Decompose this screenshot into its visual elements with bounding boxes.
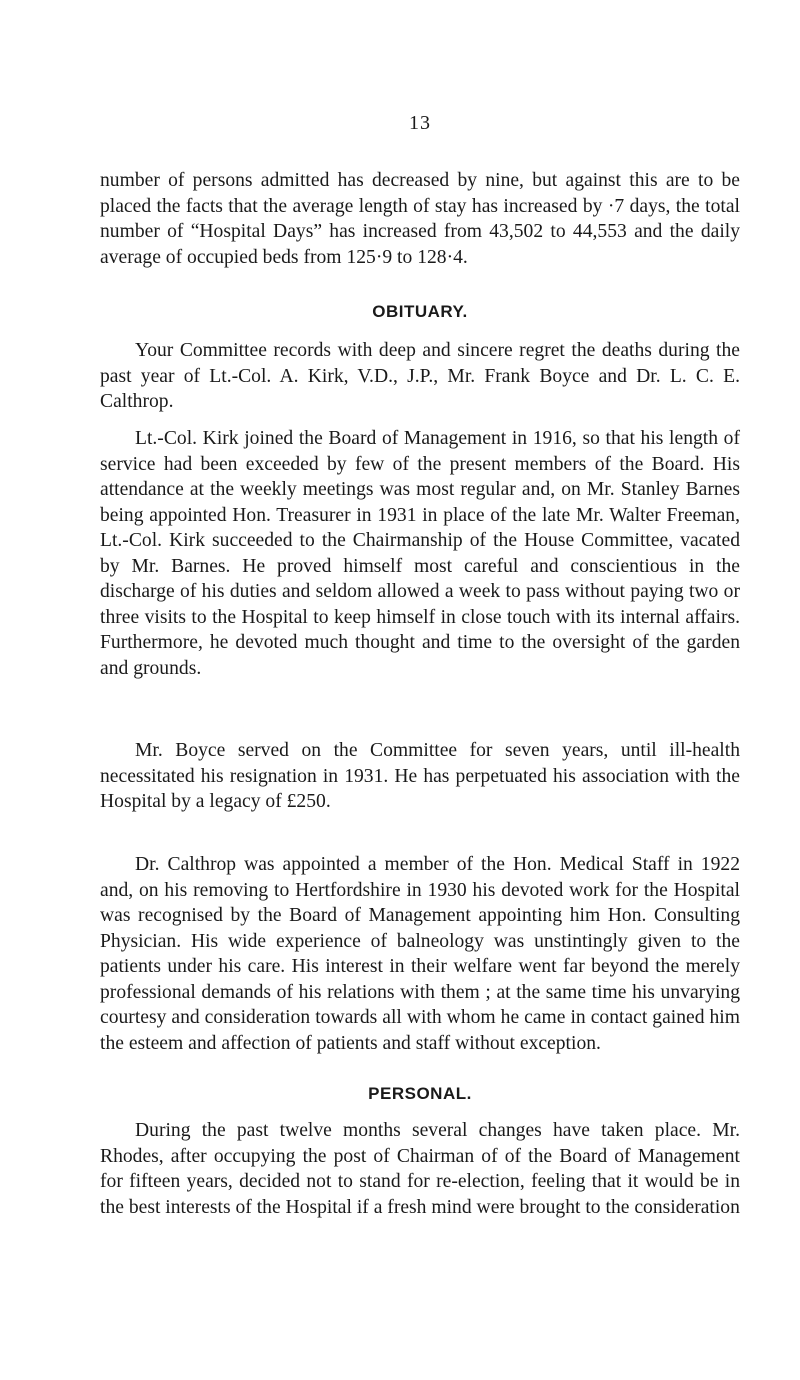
personal-heading: PERSONAL. — [368, 1084, 472, 1103]
personal-paragraph: During the past twelve months several changes have taken place. Mr. Rhodes, after occupying the post of Chairman of of the Board of Management for fifteen years, decided not to stand for re-election, feeling that it would be in the best interests of the Hospital if a fresh mind were brought to the consideration — [100, 1120, 740, 1218]
continuation-paragraph: number of persons admitted has decreased by nine, but against this are to be placed the facts that the average length of stay has increased by ·7 days, the total number of “Hospital Days” has increased from 43,502 to 44,553 and the daily average of occupied beds from 125·9 to 128·4. — [100, 170, 740, 268]
obituary-paragraph-calthrop: Dr. Calthrop was appointed a member of the Hon. Medical Staff in 1922 and, on his removing to Hertfordshire in 1930 his devoted work for the Hospital was recognised by the Board of Management appointing him Hon. Consulting Physician. His wide experience of balneology was unstintingly given to the patients under his care. His interest in their welfare went far beyond the merely professional demands of his relations with them ; at the same time his unvarying courtesy and consideration towards all with whom he came in contact gained him the esteem and affection of patients and staff without exception. — [100, 854, 740, 1054]
obituary-paragraph-kirk: Lt.-Col. Kirk joined the Board of Management in 1916, so that his length of service had been exceeded by few of the present members of the Board. His attendance at the weekly meetings was most regular and, on Mr. Stanley Barnes being appointed Hon. Treasurer in 1931 in place of the late Mr. Walter Freeman, Lt.-Col. Kirk succeeded to the Chairmanship of the House Committee, vacated by Mr. Barnes. He proved himself most careful and conscientious in the discharge of his duties and seldom allowed a week to pass without paying two or three visits to the Hospital to keep himself in close touch with its internal affairs. Furthermore, he devoted much thought and time to the oversight of the garden and grounds. — [100, 428, 740, 679]
obituary-paragraph-boyce: Mr. Boyce served on the Committee for seven years, until ill-health necessitated his resignation in 1931. He has perpetuated his association with the Hospital by a legacy of £250. — [100, 740, 740, 812]
obituary-heading: OBITUARY. — [372, 302, 468, 321]
page-number: 13 — [409, 112, 431, 134]
obituary-paragraph-intro: Your Committee records with deep and sincere regret the deaths during the past year of Lt.-Col. A. Kirk, V.D., J.P., Mr. Frank Boyce and Dr. L. C. E. Calthrop. — [100, 340, 740, 412]
